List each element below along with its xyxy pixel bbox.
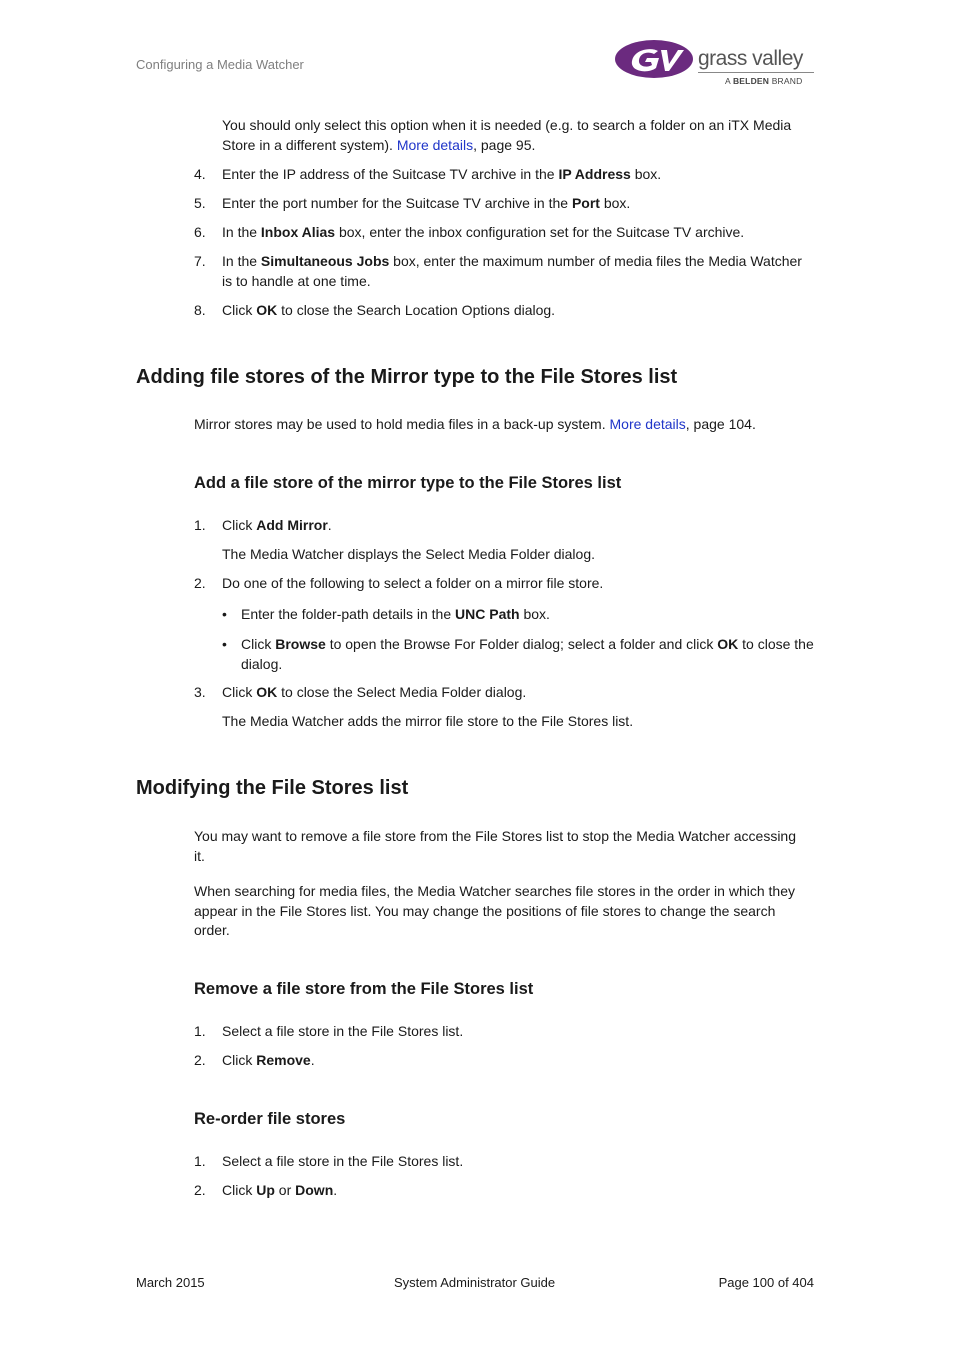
footer-title: System Administrator Guide — [394, 1275, 556, 1290]
more-details-link-mirror[interactable]: More details — [609, 416, 686, 432]
bullet-icon: • — [222, 606, 227, 622]
running-head: Configuring a Media Watcher — [136, 57, 304, 72]
footer-page-number: Page 100 of 404 — [718, 1275, 814, 1290]
intro-paragraph: You should only select this option when it is needed (e.g. to search a folder on an iTX Media Store in a different system). More details, page 95. — [222, 117, 792, 153]
subheading-add-mirror: Add a file store of the mirror type to the File Stores list — [194, 474, 622, 492]
footer-date: March 2015 — [136, 1275, 205, 1290]
modify-paragraph-2: When searching for media files, the Media Watcher searches file stores in the order in which they appear in the File Stores list. You may change the positions of file stores to change the search order. — [194, 883, 795, 938]
grass-valley-logo — [614, 37, 818, 89]
mirror-step-1-note: The Media Watcher displays the Select Media Folder dialog. — [222, 546, 595, 562]
logo-wordmark: grass valley — [698, 47, 803, 70]
document-page: Configuring a Media Watcher grass valley A BELDEN BRAND You should only select this option when it is needed (e.g. to search a folder on an iTX Media Store in a different system). More details, page 95. 4. Enter the IP address of the Suitcase TV archive in the IP Address box. 5. Enter the port number for the Suitcase TV archive in the Port box. 6. In the Inbox Alias box, enter the inbox configuration set for the Suitcase TV archive. 7. In the Simultaneous Jobs box, enter the maximum number of media files the Media Watcher is to handle at one time. 8. Click OK to close the Search Location Options dialog. Adding file stores of the Mirror type to the File Stores list Mirror stores may be used to hold media files in a back-up system. More details, page 104. Add a file store of the mirror type to the File Stores list 1. Click Add Mirror. The Media Watcher displays the Select Media Folder dialog. 2. Do one of the following to select a folder on a mirror file store. • Enter the folder-path details in the UNC Path box. • Click Browse to open the Browse For Folder dialog; select a folder and click OK to close the dialog. 3. Click OK to close the Select Media Folder dialog. The Media Watcher adds the mirror file store to the File Stores list. Modifying the File Stores list You may want to remove a file store from the File Stores list to stop the Media Watcher accessing it. When searching for media files, the Media Watcher searches file stores in the order in which they appear in the File Stores list. You may change the positions of file stores to change the search order. Remove a file store from the File Stores list 1. Select a file store in the File Stores list. 2. Click Remove. Re-order file stores 1. Select a file store in the File Stores list. 2. Click Up or Down. March 2015 System Administrator Guide Page 100 of 404 — [0, 0, 954, 1350]
bullet-icon: • — [222, 636, 227, 652]
subheading-reorder: Re-order file stores — [194, 1110, 346, 1128]
subheading-remove: Remove a file store from the File Stores list — [194, 980, 534, 998]
section-heading-mirror: Adding file stores of the Mirror type to the File Stores list — [136, 366, 678, 388]
logo-tagline: A BELDEN BRAND — [725, 76, 803, 86]
logo-rule — [698, 72, 814, 73]
mirror-step-3-note: The Media Watcher adds the mirror file store to the File Stores list. — [222, 713, 634, 729]
mirror-intro-paragraph: Mirror stores may be used to hold media files in a back-up system. More details, page 104. — [194, 416, 756, 432]
gv-emblem-icon — [614, 37, 698, 83]
modify-paragraph-1: You may want to remove a file store from the File Stores list to stop the Media Watcher accessing it. — [194, 828, 797, 864]
more-details-link[interactable]: More details — [396, 136, 474, 153]
section-heading-modify: Modifying the File Stores list — [136, 777, 409, 799]
